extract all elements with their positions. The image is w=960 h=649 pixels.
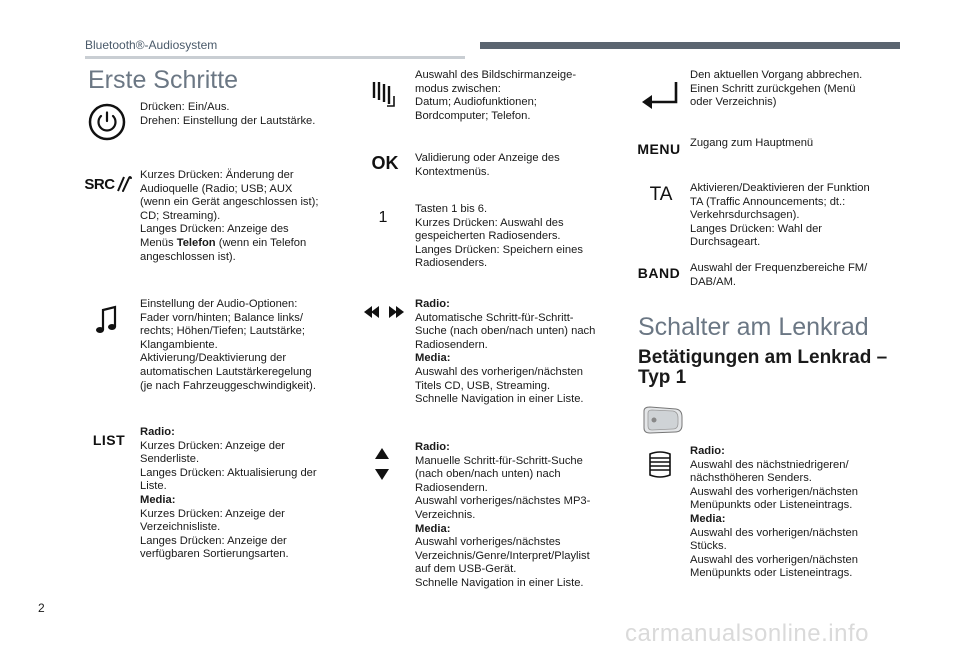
preset-buttons-description: Tasten 1 bis 6. Kurzes Drücken: Auswahl des gespeicherten Radiosenders. Langes Drücken: Speichern eines Radiosenders. xyxy=(415,203,583,270)
list-description: Radio: Kurzes Drücken: Anzeige der Senderliste. Langes Drücken: Aktualisierung der Liste. Media: Kurzes Drücken: Anzeige der Verzeichnisliste. Langes Drücken: Anzeige der verfügbaren Sortierungsarten. xyxy=(140,426,317,561)
seek-up-down-icon xyxy=(373,446,391,482)
src-description: Kurzes Drücken: Änderung der Audioquelle (Radio; USB; AUX (wenn ein Gerät angeschlossen ist); CD; Streaming). Langes Drücken: Anzeige des Menüs Telefon (wenn ein Telefon angeschlossen ist). xyxy=(140,169,319,263)
audio-options-description: Einstellung der Audio-Optionen: Fader vorn/hinten; Balance links/ rechts; Höhen/Tiefen; Lautstärke; Klangambiente. Aktivierung/Deaktivierung der automatischen Lautstärkeregelung (je nach Fahrzeuggeschwindigkeit). xyxy=(140,298,316,392)
section-subtitle-lenkrad-typ1: Betätigungen am Lenkrad – Typ 1 xyxy=(638,347,888,388)
thumbwheel-icon xyxy=(644,448,676,480)
seek-left-right-icon xyxy=(362,304,406,320)
steering-control-illustration-icon xyxy=(640,405,684,435)
section-title-schalter-am-lenkrad: Schalter am Lenkrad xyxy=(638,313,869,341)
header-bar-right xyxy=(480,42,900,49)
band-button-icon: BAND xyxy=(637,265,681,281)
back-description: Den aktuellen Vorgang abbrechen. Einen Schritt zurückgehen (Menü oder Verzeichnis) xyxy=(690,69,863,109)
ok-button-icon: OK xyxy=(371,152,399,173)
music-note-icon xyxy=(94,304,118,336)
menu-description: Zugang zum Hauptmenü xyxy=(690,137,814,149)
ta-description: Aktivieren/Deaktivieren der Funktion TA (Traffic Announcements; dt.: Verkehrsdurchsagen). Langes Drücken: Wahl der Durchsageart. xyxy=(690,182,870,249)
preset-one-icon: 1 xyxy=(378,209,388,226)
display-mode-icon xyxy=(370,78,398,108)
menu-button-icon: MENU xyxy=(637,141,681,157)
back-arrow-icon xyxy=(640,80,680,110)
page-header-title: Bluetooth®-Audiosystem xyxy=(85,38,218,52)
ok-description: Validierung oder Anzeige des Kontextmenüs. xyxy=(415,152,560,178)
power-description: Drücken: Ein/Aus. Drehen: Einstellung der Lautstärke. xyxy=(140,101,316,127)
list-button-icon: LIST xyxy=(92,432,126,448)
seek-up-down-description: Radio: Manuelle Schritt-für-Schritt-Suche (nach oben/nach unten) nach Radiosendern. Auswahl vorheriges/nächstes MP3- Verzeichnis. Media: Auswahl vorheriges/nächstes Verzeichnis/Genre/Interpret/Playlist auf dem USB-Gerät. Schnelle Navigation in einer Liste. xyxy=(415,441,591,589)
power-knob-icon xyxy=(88,103,126,141)
seek-left-right-description: Radio: Automatische Schritt-für-Schritt- Suche (nach oben/nach unten) nach Radiosendern. Media: Auswahl des vorherigen/nächsten Titels CD, USB, Streaming. Schnelle Navigation in einer Liste. xyxy=(415,298,596,406)
display-mode-description: Auswahl des Bildschirmanzeige- modus zwischen: Datum; Audiofunktionen; Bordcomputer; Telefon. xyxy=(415,69,577,122)
ta-button-icon: TA xyxy=(649,184,673,205)
watermark: carmanualsonline.info xyxy=(625,620,869,647)
thumbwheel-description: Radio: Auswahl des nächstniedrigeren/ nächsthöheren Senders. Auswahl des vorherigen/nächsten Menüpunkts oder Listeneintrags. Media: Auswahl des vorherigen/nächsten Stücks. Auswahl des vorherigen/nächsten Menüpunkts oder Listeneintrags. xyxy=(690,445,858,580)
header-rule-left xyxy=(85,56,465,59)
page-number: 2 xyxy=(38,601,45,615)
src-phone-icon: SRC xyxy=(84,172,132,196)
band-description: Auswahl der Frequenzbereiche FM/ DAB/AM. xyxy=(690,262,868,288)
section-title-erste-schritte: Erste Schritte xyxy=(88,66,239,94)
